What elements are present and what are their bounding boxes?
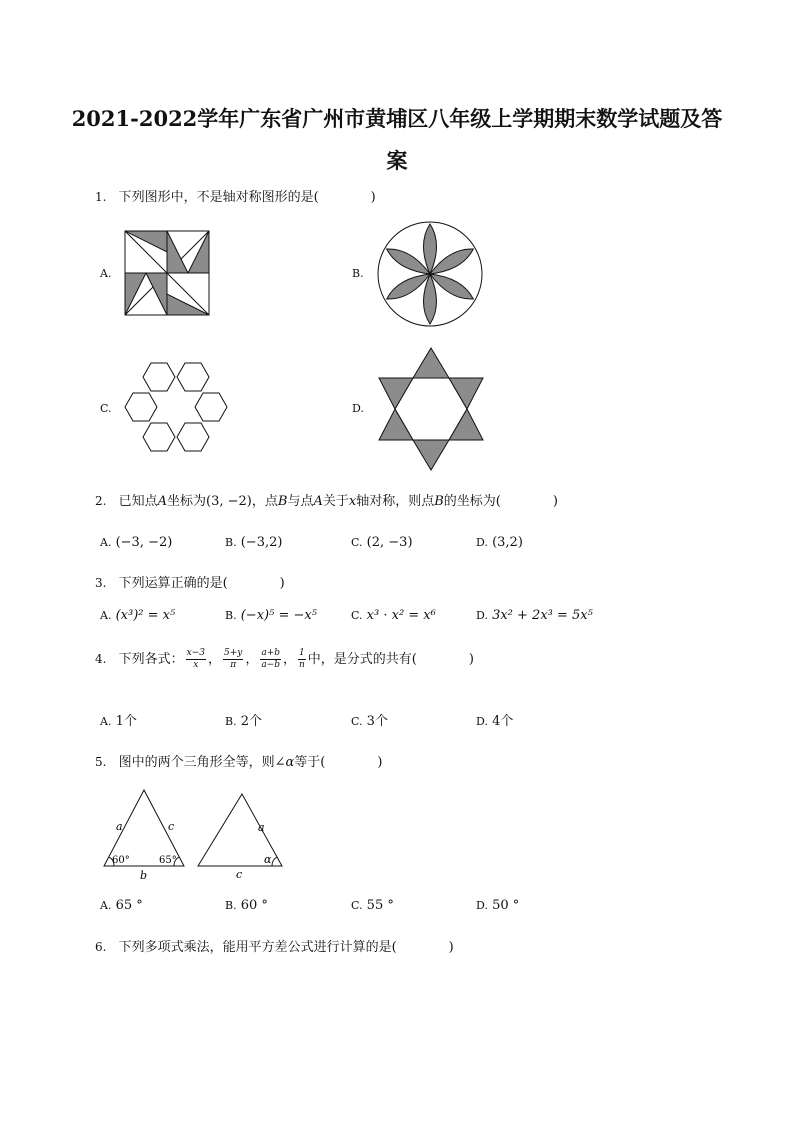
option-label: D. <box>476 899 488 912</box>
fraction-numerator: 1 <box>299 648 305 658</box>
question-text: 与点 <box>287 494 314 509</box>
question-text: ，点 <box>251 494 278 509</box>
question-5 <box>95 751 382 770</box>
option-label: A. <box>100 609 112 622</box>
option-value: 3 <box>366 714 375 729</box>
fraction-denominator: n <box>299 660 305 670</box>
q2-option-c <box>351 535 413 550</box>
page-title-line2: 案 <box>386 148 408 173</box>
option-label: C. <box>351 536 363 549</box>
question-text: 轴对称，则点 <box>356 494 435 509</box>
q5-option-d <box>476 898 519 913</box>
option-unit: 个 <box>374 714 388 729</box>
question-1 <box>95 186 376 205</box>
question-number: 2. <box>95 494 107 508</box>
option-label: C. <box>351 609 363 622</box>
question-text: 等于( ) <box>294 755 383 770</box>
option-label: D. <box>476 609 488 622</box>
fraction-denominator: π <box>230 660 237 670</box>
question-6 <box>95 936 454 955</box>
option-label: B. <box>225 609 237 622</box>
question-text: 中，是分式的共有( ) <box>307 652 474 667</box>
q1-option-a-label: A. <box>100 267 112 280</box>
question-text: 的坐标为( ) <box>443 494 558 509</box>
option-label: B. <box>225 899 237 912</box>
option-label: B. <box>225 536 237 549</box>
question-3 <box>95 572 285 591</box>
option-value: (3,2) <box>492 535 523 550</box>
q1-option-d-label: D. <box>352 402 364 415</box>
point-a: A <box>313 494 323 509</box>
option-unit: 个 <box>500 714 514 729</box>
q5-option-c <box>351 898 394 913</box>
option-value: 4 <box>492 714 501 729</box>
q2-option-d <box>476 535 523 550</box>
fraction-2 <box>223 648 243 671</box>
triangle-1-side-a: a <box>116 820 123 833</box>
fraction-4 <box>298 648 306 671</box>
hexagon-ring-figure <box>124 360 230 454</box>
option-unit: 个 <box>123 714 137 729</box>
question-text: 下列多项式乘法，能用平方差公式进行计算的是( ) <box>118 940 454 955</box>
option-label: A. <box>100 899 112 912</box>
point-b: B <box>277 494 288 509</box>
q4-option-c <box>351 710 388 729</box>
coordinate-value: (3, −2) <box>206 494 252 509</box>
question-number: 5. <box>95 755 107 769</box>
fraction-3 <box>260 648 281 671</box>
axis-x: x <box>348 494 357 509</box>
option-value: (−3,2) <box>240 535 283 550</box>
separator: ， <box>245 652 259 667</box>
q1-option-c-label: C. <box>100 402 112 415</box>
q2-option-b <box>225 535 282 550</box>
option-value: 2 <box>240 714 250 729</box>
option-value: (−3, −2) <box>115 535 173 550</box>
triangle-2-angle-alpha: α <box>264 853 272 866</box>
six-point-star-figure <box>377 347 485 471</box>
q4-option-b <box>225 710 262 729</box>
separator: ， <box>207 652 221 667</box>
question-text: 下列各式： <box>118 652 184 667</box>
question-number: 4. <box>95 652 107 666</box>
fraction-denominator: a−b <box>261 660 281 670</box>
option-value: 3x² + 2x³ = 5x⁵ <box>492 608 593 623</box>
option-value: (2, −3) <box>366 535 413 550</box>
q5-option-b <box>225 898 268 913</box>
q3-option-a <box>100 608 175 623</box>
question-number: 1. <box>95 190 107 204</box>
q5-option-a <box>100 898 143 913</box>
triangle-1-angle-65: 65° <box>159 855 177 866</box>
point-b: B <box>434 494 444 509</box>
question-text: 已知点 <box>118 494 158 509</box>
fraction-numerator: 5+y <box>223 648 243 658</box>
question-text: 坐标为 <box>167 494 207 509</box>
option-unit: 个 <box>249 714 263 729</box>
q4-option-d <box>476 710 513 729</box>
q3-option-b <box>225 608 317 623</box>
question-number: 6. <box>95 940 107 954</box>
fraction-numerator: x−3 <box>186 648 205 658</box>
q3-option-d <box>476 608 593 623</box>
q4-option-a <box>100 710 137 729</box>
option-label: B. <box>225 715 237 728</box>
question-text: 下列图形中，不是轴对称图形的是( ) <box>118 190 376 205</box>
pinwheel-figure <box>124 230 210 316</box>
triangle-1-side-b: b <box>140 869 148 882</box>
option-value: 1 <box>115 714 124 729</box>
option-label: D. <box>476 536 488 549</box>
option-value: (x³)² = x⁵ <box>115 608 176 623</box>
page-title: 2021-2022学年广东省广州市黄埔区八年级上学期期末数学试题及答 <box>71 106 723 131</box>
question-number: 3. <box>95 576 107 590</box>
question-4 <box>95 648 474 671</box>
triangle-2-side-a: a <box>258 821 265 834</box>
triangle-1-angle-60: 60° <box>112 855 130 866</box>
option-value: 65 ° <box>115 898 143 913</box>
congruent-triangles-figure <box>100 786 290 882</box>
q3-option-c <box>351 608 436 623</box>
point-a: A <box>157 494 167 509</box>
q1-option-b-label: B. <box>352 267 364 280</box>
fraction-numerator: a+b <box>261 648 281 658</box>
fraction-1 <box>186 648 206 671</box>
option-value: 60 ° <box>240 898 268 913</box>
separator: ， <box>283 652 297 667</box>
question-text: 关于 <box>322 494 349 509</box>
q2-option-a <box>100 535 172 550</box>
triangle-1-side-c: c <box>168 820 175 833</box>
option-value: 55 ° <box>366 898 394 913</box>
option-label: C. <box>351 715 363 728</box>
flower-in-circle-figure <box>377 221 483 327</box>
option-label: D. <box>476 715 488 728</box>
fraction-denominator: x <box>193 660 199 670</box>
option-value: x³ · x² = x⁶ <box>366 608 436 623</box>
option-value: (−x)⁵ = −x⁵ <box>240 608 317 623</box>
angle-symbol: ∠α <box>274 755 295 770</box>
question-text: 图中的两个三角形全等，则 <box>118 755 275 770</box>
option-label: A. <box>100 715 112 728</box>
option-label: C. <box>351 899 363 912</box>
option-label: A. <box>100 536 112 549</box>
question-text: 下列运算正确的是( ) <box>118 576 285 591</box>
question-2 <box>95 490 558 509</box>
triangle-2-side-c: c <box>236 868 243 881</box>
option-value: 50 ° <box>492 898 520 913</box>
